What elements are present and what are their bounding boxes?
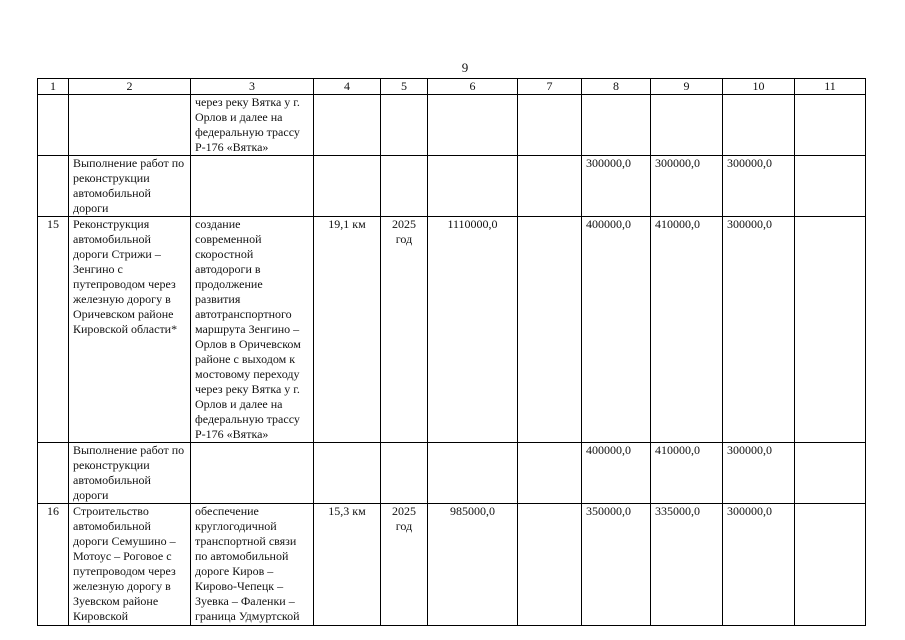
cell-col7 bbox=[518, 156, 582, 217]
cell-year bbox=[381, 156, 428, 217]
cell-col8: 400000,0 bbox=[582, 443, 651, 504]
table-row bbox=[38, 95, 866, 156]
table-row bbox=[38, 443, 866, 504]
cell-col11 bbox=[795, 443, 866, 504]
cell-col8: 300000,0 bbox=[582, 156, 651, 217]
column-number: 2 bbox=[69, 79, 191, 95]
cell-col10 bbox=[723, 95, 795, 156]
cell-description: обеспечение круглогодичной транспортной связи по автомобильной дороге Киров – Кирово-Чепецк – Зуевка – Фаленки – граница Удмуртской bbox=[191, 504, 314, 626]
column-number: 11 bbox=[795, 79, 866, 95]
cell-col8: 350000,0 bbox=[582, 504, 651, 626]
cell-name: Выполнение работ по реконструкции автомобильной дороги bbox=[69, 443, 191, 504]
cell-description: через реку Вятка у г. Орлов и далее на федеральную трассу Р-176 «Вятка» bbox=[191, 95, 314, 156]
cell-number bbox=[38, 156, 69, 217]
cell-col8 bbox=[582, 95, 651, 156]
program-table bbox=[37, 78, 866, 626]
cell-year bbox=[381, 443, 428, 504]
cell-col9 bbox=[651, 95, 723, 156]
cell-length bbox=[314, 443, 381, 504]
cell-description bbox=[191, 156, 314, 217]
table-row bbox=[38, 504, 866, 626]
cell-col10: 300000,0 bbox=[723, 156, 795, 217]
cell-col9: 410000,0 bbox=[651, 217, 723, 443]
cell-length bbox=[314, 95, 381, 156]
cell-col11 bbox=[795, 217, 866, 443]
cell-year bbox=[381, 95, 428, 156]
cell-description bbox=[191, 443, 314, 504]
table-row bbox=[38, 156, 866, 217]
column-number: 6 bbox=[428, 79, 518, 95]
column-number: 8 bbox=[582, 79, 651, 95]
cell-col11 bbox=[795, 504, 866, 626]
cell-name bbox=[69, 95, 191, 156]
table-row bbox=[38, 217, 866, 443]
cell-number: 15 bbox=[38, 217, 69, 443]
cell-col7 bbox=[518, 95, 582, 156]
column-number: 5 bbox=[381, 79, 428, 95]
cell-total bbox=[428, 95, 518, 156]
column-number: 3 bbox=[191, 79, 314, 95]
cell-col7 bbox=[518, 443, 582, 504]
cell-col9: 410000,0 bbox=[651, 443, 723, 504]
column-number: 1 bbox=[38, 79, 69, 95]
cell-col8: 400000,0 bbox=[582, 217, 651, 443]
column-number: 4 bbox=[314, 79, 381, 95]
column-numbers-row bbox=[38, 79, 866, 95]
cell-year: 2025 год bbox=[381, 217, 428, 443]
page-number: 9 bbox=[461, 60, 469, 75]
cell-name: Реконструкция автомобильной дороги Стрижи – Зенгино с путепроводом через железную дорогу в Оричевском районе Кировской области* bbox=[69, 217, 191, 443]
cell-length: 15,3 км bbox=[314, 504, 381, 626]
cell-total bbox=[428, 156, 518, 217]
cell-col9: 335000,0 bbox=[651, 504, 723, 626]
cell-number bbox=[38, 443, 69, 504]
cell-total: 1110000,0 bbox=[428, 217, 518, 443]
cell-col7 bbox=[518, 217, 582, 443]
column-number: 9 bbox=[651, 79, 723, 95]
column-number: 7 bbox=[518, 79, 582, 95]
cell-col11 bbox=[795, 95, 866, 156]
cell-description: создание современной скоростной автодороги в продолжение развития автотранспортного маршрута Зенгино – Орлов в Оричевском районе с выходом к мостовому переходу через реку Вятка у г. Орлов и далее на федеральную трассу Р-176 «Вятка» bbox=[191, 217, 314, 443]
cell-col11 bbox=[795, 156, 866, 217]
cell-col10: 300000,0 bbox=[723, 443, 795, 504]
cell-length bbox=[314, 156, 381, 217]
cell-name: Строительство автомобильной дороги Семушино – Мотоус – Роговое с путепроводом через железную дорогу в Зуевском районе Кировской bbox=[69, 504, 191, 626]
cell-col10: 300000,0 bbox=[723, 504, 795, 626]
cell-col9: 300000,0 bbox=[651, 156, 723, 217]
cell-total: 985000,0 bbox=[428, 504, 518, 626]
cell-name: Выполнение работ по реконструкции автомобильной дороги bbox=[69, 156, 191, 217]
cell-length: 19,1 км bbox=[314, 217, 381, 443]
column-number: 10 bbox=[723, 79, 795, 95]
cell-total bbox=[428, 443, 518, 504]
cell-number: 16 bbox=[38, 504, 69, 626]
cell-col10: 300000,0 bbox=[723, 217, 795, 443]
cell-number bbox=[38, 95, 69, 156]
cell-col7 bbox=[518, 504, 582, 626]
cell-year: 2025 год bbox=[381, 504, 428, 626]
